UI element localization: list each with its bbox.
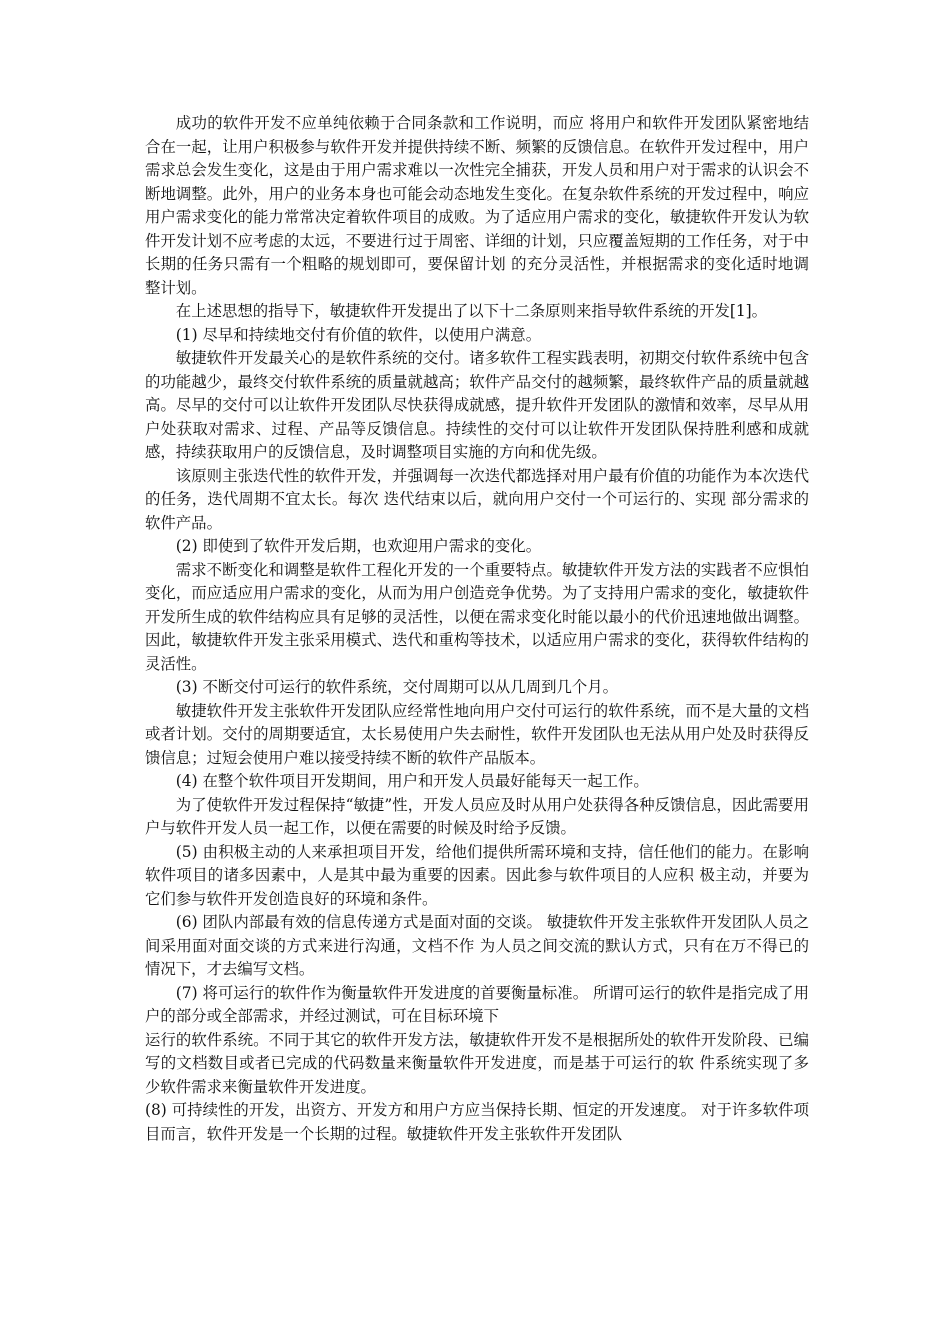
paragraph-intro: 成功的软件开发不应单纯依赖于合同条款和工作说明，而应 将用户和软件开发团队紧密地结合在一起，让用户积极参与软件开发并提供持续不断、频繁的反馈信息。在软件开发过程中，用户需求总会发生变化，这是由于用户需求难以一次性完全捕获，开发人员和用户对于需求的认识会不断地调整。此外，用户的业务本身也可能会动态地发生变化。在复杂软件系统的开发过程中，响应用户需求变化的能力常常决定着软件项目的成败。为了适应用户需求的变化，敏捷软件开发认为软件开发计划不应考虑的太远，不要进行过于周密、详细的计划，只应覆盖短期的工作任务，对于中长期的任务只需有一个粗略的规划即可，要保留计划 的充分灵活性，并根据需求的变化适时地调整计划。 xyxy=(145,114,809,297)
principle-8: (8) 可持续性的开发，出资方、开发方和用户方应当保持长期、恒定的开发速度。 对于许多软件项目而言，软件开发是一个长期的过程。敏捷软件开发主张软件开发团队 xyxy=(145,1101,809,1143)
principle-6: (6) 团队内部最有效的信息传递方式是面对面的交谈。 敏捷软件开发主张软件开发团队人员之间采用面对面交谈的方式来进行沟通，文档不作 为人员之间交流的默认方式，只有在万不得已的情况下，才去编写文档。 xyxy=(145,913,809,978)
principle-5: (5) 由积极主动的人来承担项目开发，给他们提供所需环境和支持，信任他们的能力。在影响软件项目的诸多因素中，人是其中最为重要的因素。因此参与软件项目的人应积 极主动，并要为它们参与软件开发创造良好的环境和条件。 xyxy=(145,842,809,908)
principle-3-heading: (3) 不断交付可运行的软件系统，交付周期可以从几周到几个月。 xyxy=(175,678,619,696)
paragraph-principles-intro: 在上述思想的指导下，敏捷软件开发提出了以下十二条原则来指导软件系统的开发[1]。 xyxy=(175,302,768,320)
principle-7-continued: 运行的软件系统。不同于其它的软件开发方法，敏捷软件开发不是根据所处的软件开发阶段、已编写的文档数目或者已完成的代码数量来衡量软件开发进度，而是基于可运行的软 件系统实现了多少软件需求来衡量软件开发进度。 xyxy=(145,1030,809,1096)
principle-7: (7) 将可运行的软件作为衡量软件开发进度的首要衡量标准。 所谓可运行的软件是指完成了用户的部分或全部需求，并经过测试，可在目标环境下 xyxy=(145,983,809,1025)
document-body xyxy=(145,112,809,1146)
principle-4-body: 为了使软件开发过程保持“敏捷”性，开发人员应及时从用户处获得各种反馈信息，因此需要用户与软件开发人员一起工作，以便在需要的时候及时给予反馈。 xyxy=(145,795,809,837)
principle-1-heading: (1) 尽早和持续地交付有价值的软件，以使用户满意。 xyxy=(175,325,542,344)
principle-2-heading: (2) 即使到了软件开发后期，也欢迎用户需求的变化。 xyxy=(175,537,542,555)
principle-3-body: 敏捷软件开发主张软件开发团队应经常性地向用户交付可运行的软件系统，而不是大量的文档或者计划。交付的周期要适宜，太长易使用户失去耐性，软件开发团队也无法从用户处及时获得反馈信息；过短会使用户难以接受持续不断的软件产品版本。 xyxy=(145,701,809,767)
principle-4-heading: (4) 在整个软件项目开发期间，用户和开发人员最好能每天一起工作。 xyxy=(175,772,649,790)
principle-1-body: 敏捷软件开发最关心的是软件系统的交付。诸多软件工程实践表明，初期交付软件系统中包含的功能越少，最终交付软件系统的质量就越高；软件产品交付的越频繁，最终软件产品的质量就越高。尽早的交付可以让软件开发团队尽快获得成就感，提升软件开发团队的激情和效率，尽早从用户处获取对需求、过程、产品等反馈信息。持续性的交付可以让软件开发团队保持胜利感和成就感，持续获取用户的反馈信息，及时调整项目实施的方向和优先级。 xyxy=(145,349,809,461)
principle-1-body-2: 该原则主张迭代性的软件开发，并强调每一次迭代都选择对用户最有价值的功能作为本次迭代的任务，迭代周期不宜太长。每次 迭代结束以后，就向用户交付一个可运行的、实现 部分需求的软件产品。 xyxy=(145,466,809,532)
principle-2-body: 需求不断变化和调整是软件工程化开发的一个重要特点。敏捷软件开发方法的实践者不应惧怕变化，而应适应用户需求的变化，从而为用户创造竞争优势。为了支持用户需求的变化，敏捷软件开发所生成的软件结构应具有足够的灵活性，以便在需求变化时能以最小的代价迅速地做出调整。因此，敏捷软件开发主张采用模式、迭代和重构等技术，以适应用户需求的变化，获得软件结构的灵活性。 xyxy=(145,560,809,673)
